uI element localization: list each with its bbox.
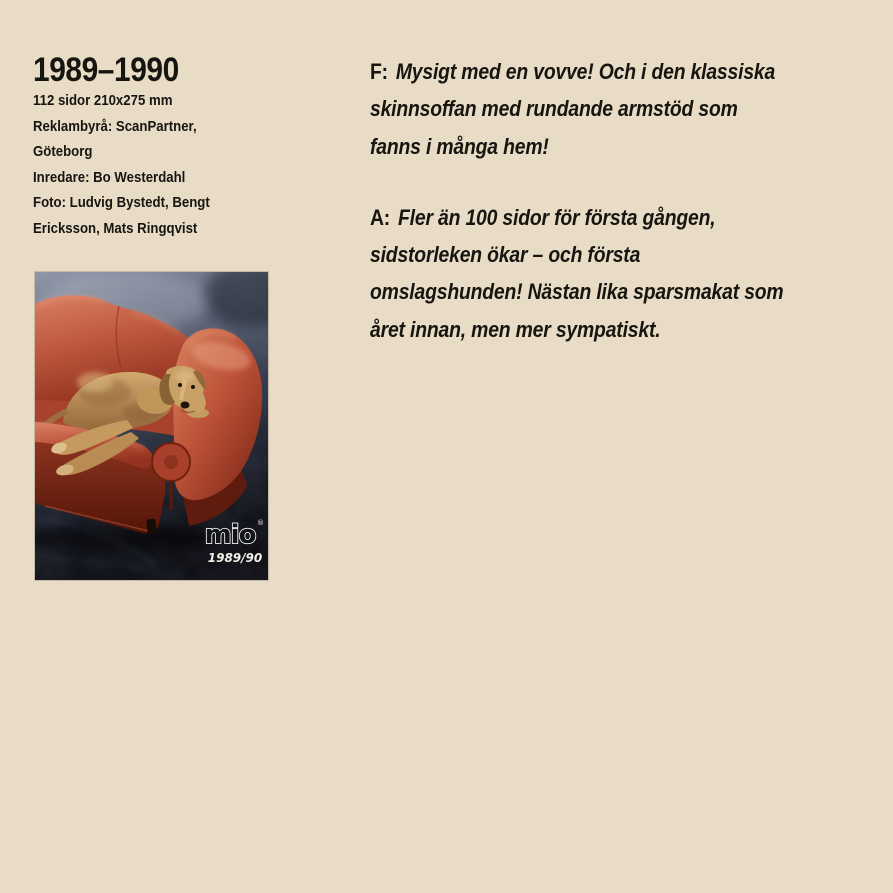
mio-logo-text: mio xyxy=(204,520,256,550)
mio-logo xyxy=(205,519,264,565)
meta-line-agency: Reklambyrå: ScanPartner, xyxy=(33,117,197,135)
annotations-column xyxy=(370,53,828,348)
entry-meta xyxy=(33,88,332,241)
entry-info-column xyxy=(33,52,332,241)
edition-label: 1989/90 xyxy=(207,551,263,565)
annotation-a-line: året innan, men mer sympatiskt. xyxy=(370,316,661,342)
annotation-f xyxy=(370,53,828,165)
registered-mark: ® xyxy=(257,519,264,527)
annotation-f-line: Mysigt med en vovve! Och i den klassiska xyxy=(395,59,776,84)
annotation-a-line: omslagshunden! Nästan lika sparsmakat som xyxy=(370,279,784,305)
meta-line-photo-2: Ericksson, Mats Ringqvist xyxy=(33,219,198,237)
annotation-a-prefix: A: xyxy=(370,204,391,230)
annotation-a-line: sidstorleken ökar – och första xyxy=(370,242,641,268)
annotation-a-line: Fler än 100 sidor för första gången, xyxy=(398,204,716,230)
annotation-a xyxy=(370,199,828,348)
annotation-f-line: skinnsoffan med rundande armstöd som xyxy=(370,96,738,122)
meta-line-city: Göteborg xyxy=(33,143,93,160)
annotation-f-line: fanns i många hem! xyxy=(370,133,549,159)
entry-title: 1989–1990 xyxy=(33,51,179,89)
meta-line-pages: 112 sidor 210x275 mm xyxy=(33,92,173,109)
catalog-cover-photo xyxy=(35,272,268,580)
annotation-f-prefix: F: xyxy=(370,59,388,84)
meta-line-decorator: Inredare: Bo Westerdahl xyxy=(33,168,186,186)
meta-line-photo-1: Foto: Ludvig Bystedt, Bengt xyxy=(33,194,210,211)
